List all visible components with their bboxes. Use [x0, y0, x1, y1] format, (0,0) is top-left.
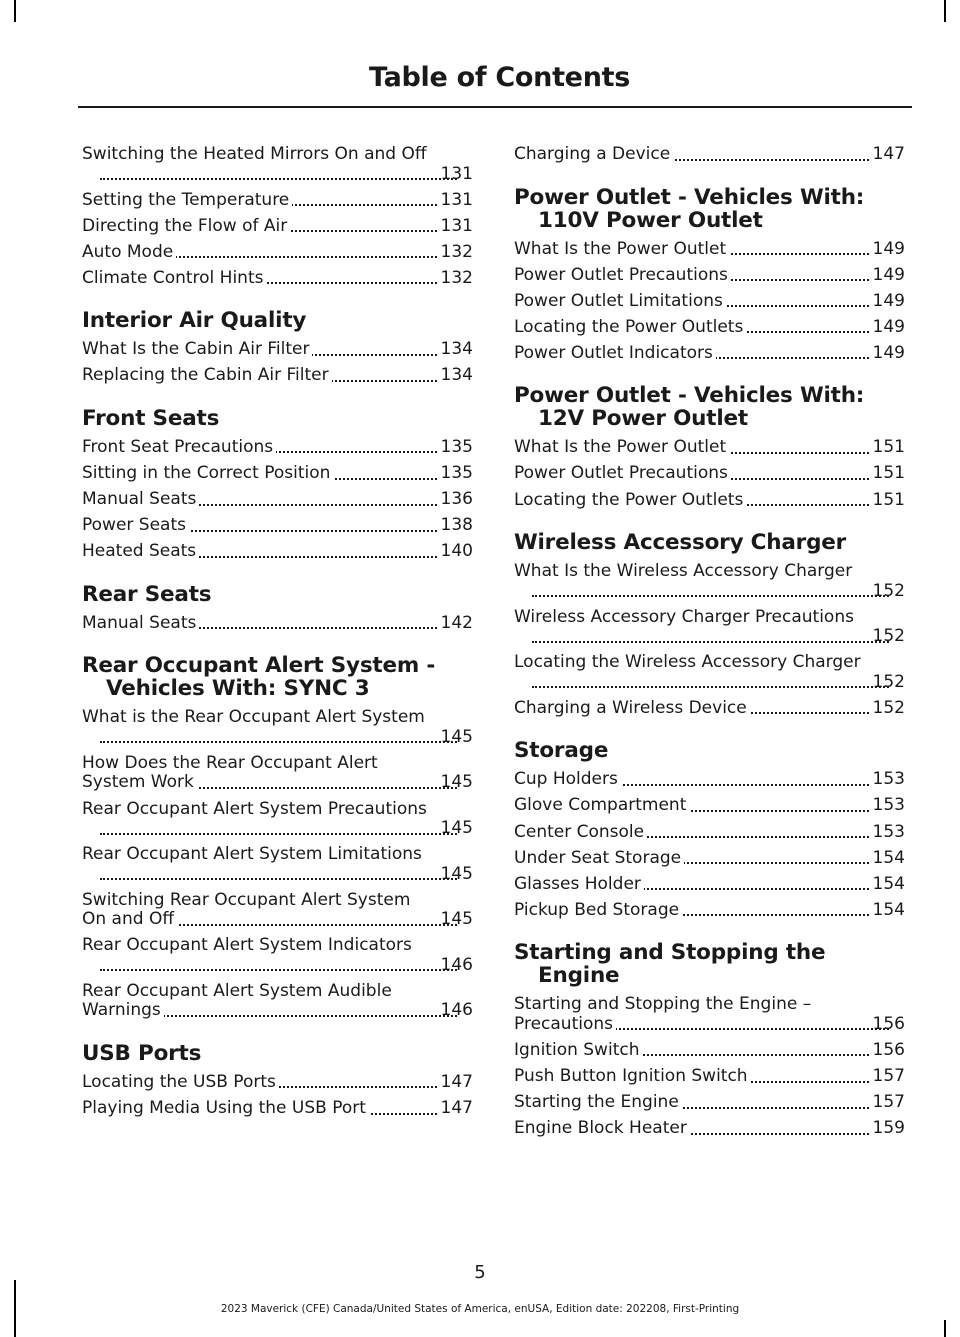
toc-entry-page: 151	[872, 437, 905, 458]
toc-entry[interactable]	[82, 614, 473, 634]
dot-leader	[532, 686, 905, 688]
toc-entry[interactable]	[514, 1093, 905, 1113]
toc-entry-page: 131	[440, 189, 473, 210]
toc-entry[interactable]	[514, 796, 905, 816]
toc-entry-title: Replacing the Cabin Air Filter	[82, 365, 332, 385]
toc-entry-page: 145	[440, 726, 473, 747]
toc-entry[interactable]	[514, 145, 905, 165]
toc-entry-page: 131	[440, 163, 473, 184]
toc-entry-title: Power Outlet Precautions	[514, 463, 731, 483]
toc-entry[interactable]	[82, 891, 473, 930]
toc-entry-title: Setting the Temperature	[82, 190, 292, 210]
toc-entry[interactable]	[82, 490, 473, 510]
toc-entry-title: Locating the USB Ports	[82, 1072, 279, 1092]
toc-entry[interactable]	[82, 243, 473, 263]
dot-leader	[100, 178, 473, 180]
toc-entry[interactable]	[82, 936, 473, 975]
toc-entry-title: Starting the Engine	[514, 1092, 682, 1112]
toc-entry[interactable]	[82, 708, 473, 747]
toc-entry[interactable]	[82, 464, 473, 484]
toc-entry[interactable]	[514, 464, 905, 484]
toc-entry[interactable]	[514, 823, 905, 843]
toc-entry-title: Push Button Ignition Switch	[514, 1066, 751, 1086]
toc-entry-page: 149	[872, 238, 905, 259]
toc-entry[interactable]	[514, 240, 905, 260]
toc-entry-page: 136	[440, 489, 473, 510]
toc-entry-title: Power Outlet Limitations	[514, 291, 726, 311]
toc-entry[interactable]	[82, 982, 473, 1021]
toc-entry-title: Under Seat Storage	[514, 848, 684, 868]
toc-entry-title: What Is the Cabin Air Filter	[82, 339, 312, 359]
toc-section-heading: USB Ports	[82, 1040, 202, 1066]
toc-section-heading: Power Outlet - Vehicles With: 12V Power Outlet	[514, 383, 865, 432]
toc-section-heading: Interior Air Quality	[82, 308, 307, 334]
toc-entry-page: 157	[872, 1066, 905, 1086]
toc-entry-title: Locating the Wireless Accessory Charger	[514, 652, 861, 673]
toc-entry-title: Power Seats	[82, 515, 189, 535]
toc-entry-page: 146	[440, 1000, 473, 1021]
toc-entry-page: 153	[872, 795, 905, 816]
toc-section-heading: Front Seats	[82, 405, 220, 431]
toc-entry-title: What Is the Wireless Accessory Charger	[514, 561, 853, 582]
toc-entry-page: 149	[872, 264, 905, 285]
toc-entry-title: Directing the Flow of Air	[82, 216, 290, 236]
toc-entry-title: Charging a Wireless Device	[514, 698, 750, 718]
toc-entry-title-cont: System Work	[82, 772, 197, 792]
toc-entry-title: Auto Mode	[82, 242, 176, 262]
toc-entry-page: 152	[872, 697, 905, 718]
toc-entry-title: Ignition Switch	[514, 1040, 642, 1060]
dot-leader	[100, 969, 473, 971]
toc-entry-page: 138	[440, 515, 473, 536]
toc-entry[interactable]	[82, 542, 473, 562]
toc-entry[interactable]	[514, 875, 905, 895]
toc-entry-page: 159	[872, 1118, 905, 1139]
toc-section-heading: Storage	[514, 738, 609, 764]
toc-entry[interactable]	[82, 438, 473, 458]
crop-mark-top-right	[944, 0, 946, 22]
toc-entry-title: Cup Holders	[514, 769, 621, 789]
toc-entry-page: 153	[872, 821, 905, 842]
toc-entry-page: 146	[440, 954, 473, 975]
toc-entry[interactable]	[82, 366, 473, 386]
toc-entry-title: Switching the Heated Mirrors On and Off	[82, 144, 427, 164]
toc-entry-page: 147	[440, 1098, 473, 1118]
toc-entry-title: Pickup Bed Storage	[514, 900, 682, 920]
toc-entry-page: 154	[872, 873, 905, 894]
toc-entry-title: Locating the Power Outlets	[514, 490, 746, 510]
toc-section-heading: Rear Occupant Alert System - Vehicles With: SYNC 3	[82, 653, 436, 702]
toc-entry[interactable]	[514, 438, 905, 458]
toc-entry-page: 154	[872, 899, 905, 920]
toc-column-left	[82, 145, 473, 1125]
toc-entry-page: 142	[440, 612, 473, 633]
toc-entry-title: Charging a Device	[514, 144, 673, 164]
toc-entry-page: 147	[440, 1071, 473, 1092]
dot-leader	[532, 641, 905, 643]
toc-entry[interactable]	[514, 653, 905, 692]
toc-entry[interactable]	[82, 800, 473, 839]
page-number: 5	[474, 1262, 486, 1283]
crop-mark-bottom-right	[944, 1320, 946, 1337]
toc-entry[interactable]	[82, 516, 473, 536]
toc-entry[interactable]	[514, 562, 905, 601]
toc-entry-title: Rear Occupant Alert System Limitations	[82, 844, 422, 865]
toc-entry[interactable]	[82, 1099, 473, 1119]
toc-entry-page: 132	[440, 241, 473, 262]
toc-entry-title: What Is the Power Outlet	[514, 437, 729, 457]
toc-entry-title: Engine Block Heater	[514, 1118, 690, 1138]
toc-entry[interactable]	[82, 340, 473, 360]
toc-entry-page: 151	[872, 489, 905, 510]
dot-leader	[532, 595, 905, 597]
toc-entry-title: Manual Seats	[82, 613, 199, 633]
toc-entry-title: Glove Compartment	[514, 795, 689, 815]
toc-entry-page: 145	[440, 772, 473, 793]
toc-entry[interactable]	[82, 1073, 473, 1093]
toc-entry-title: Sitting in the Correct Position	[82, 463, 333, 483]
toc-entry-page: 149	[872, 342, 905, 363]
crop-mark-top-left	[14, 0, 16, 22]
toc-entry[interactable]	[514, 608, 905, 647]
dot-leader	[100, 833, 473, 835]
toc-entry-page: 140	[440, 541, 473, 562]
toc-entry-title: Wireless Accessory Charger Precautions	[514, 606, 854, 627]
footer-text: 2023 Maverick (CFE) Canada/United States of America, enUSA, Edition date: 202208, First-Printing	[220, 1303, 740, 1315]
toc-entry[interactable]	[514, 344, 905, 364]
toc-entry-page: 152	[872, 580, 905, 601]
toc-section-heading: Wireless Accessory Charger	[514, 530, 847, 556]
toc-entry[interactable]	[514, 901, 905, 921]
toc-entry-title: Playing Media Using the USB Port	[82, 1098, 369, 1118]
toc-entry-title-cont: On and Off	[82, 909, 177, 929]
toc-entry[interactable]	[514, 849, 905, 869]
toc-entry-page: 147	[872, 144, 905, 164]
toc-entry[interactable]	[82, 754, 473, 793]
dot-leader	[100, 741, 473, 743]
toc-entry-title: Manual Seats	[82, 489, 199, 509]
toc-entry-page: 151	[872, 463, 905, 484]
toc-entry-title: Switching Rear Occupant Alert System	[82, 889, 411, 910]
toc-entry-title: Starting and Stopping the Engine –	[514, 994, 812, 1015]
toc-entry-title: Power Outlet Indicators	[514, 343, 716, 363]
toc-entry-page: 135	[440, 436, 473, 457]
toc-entry[interactable]	[514, 266, 905, 286]
toc-entry-title-cont: Warnings	[82, 1000, 164, 1020]
toc-entry-page: 152	[872, 671, 905, 692]
toc-entry-page: 152	[872, 626, 905, 647]
toc-entry-title: How Does the Rear Occupant Alert	[82, 752, 378, 773]
toc-entry[interactable]	[82, 845, 473, 884]
toc-entry-title: Heated Seats	[82, 541, 199, 561]
toc-entry-page: 153	[872, 769, 905, 790]
toc-entry-title: Climate Control Hints	[82, 268, 266, 288]
dot-leader	[100, 878, 473, 880]
toc-entry-page: 135	[440, 463, 473, 484]
toc-entry-title: Rear Occupant Alert System Audible	[82, 980, 392, 1001]
toc-section-heading: Rear Seats	[82, 581, 212, 607]
toc-entry-page: 145	[440, 818, 473, 839]
toc-entry-title-cont: Precautions	[514, 1014, 616, 1034]
toc-entry[interactable]	[514, 770, 905, 790]
toc-entry-page: 145	[440, 909, 473, 930]
toc-entry-page: 134	[440, 339, 473, 360]
toc-entry[interactable]	[514, 1041, 905, 1061]
toc-entry-page: 154	[872, 847, 905, 868]
toc-entry-title: Front Seat Precautions	[82, 437, 276, 457]
toc-entry-title: What is the Rear Occupant Alert System	[82, 707, 425, 728]
toc-entry-page: 156	[872, 1013, 905, 1034]
toc-entry[interactable]	[514, 995, 905, 1034]
toc-entry-title: Rear Occupant Alert System Precautions	[82, 798, 427, 819]
toc-entry-page: 157	[872, 1092, 905, 1113]
toc-entry[interactable]	[82, 191, 473, 211]
toc-entry-page: 131	[440, 215, 473, 236]
toc-entry[interactable]	[514, 1119, 905, 1139]
toc-entry-title: Center Console	[514, 822, 647, 842]
toc-entry[interactable]	[82, 269, 473, 289]
toc-entry-page: 149	[872, 290, 905, 311]
toc-column-right	[514, 145, 905, 1145]
toc-entry-page: 134	[440, 365, 473, 386]
toc-entry[interactable]	[82, 145, 473, 184]
toc-entry[interactable]	[514, 292, 905, 312]
toc-section-heading: Starting and Stopping the Engine	[514, 940, 826, 989]
toc-entry[interactable]	[514, 1067, 905, 1087]
toc-section-heading: Power Outlet - Vehicles With: 110V Power Outlet	[514, 184, 865, 233]
toc-entry-page: 156	[872, 1039, 905, 1060]
toc-entry-title: Glasses Holder	[514, 874, 644, 894]
toc-entry-title: What Is the Power Outlet	[514, 239, 729, 259]
toc-entry-page: 132	[440, 267, 473, 288]
toc-entry[interactable]	[82, 217, 473, 237]
toc-entry-title: Power Outlet Precautions	[514, 265, 731, 285]
toc-entry-title: Locating the Power Outlets	[514, 317, 746, 337]
toc-entry[interactable]	[514, 699, 905, 719]
header-rule	[78, 106, 912, 108]
toc-entry[interactable]	[514, 318, 905, 338]
toc-entry[interactable]	[514, 491, 905, 511]
toc-entry-page: 145	[440, 863, 473, 884]
toc-entry-page: 149	[872, 316, 905, 337]
page-title: Table of Contents	[368, 62, 630, 93]
toc-entry-title: Rear Occupant Alert System Indicators	[82, 935, 412, 956]
